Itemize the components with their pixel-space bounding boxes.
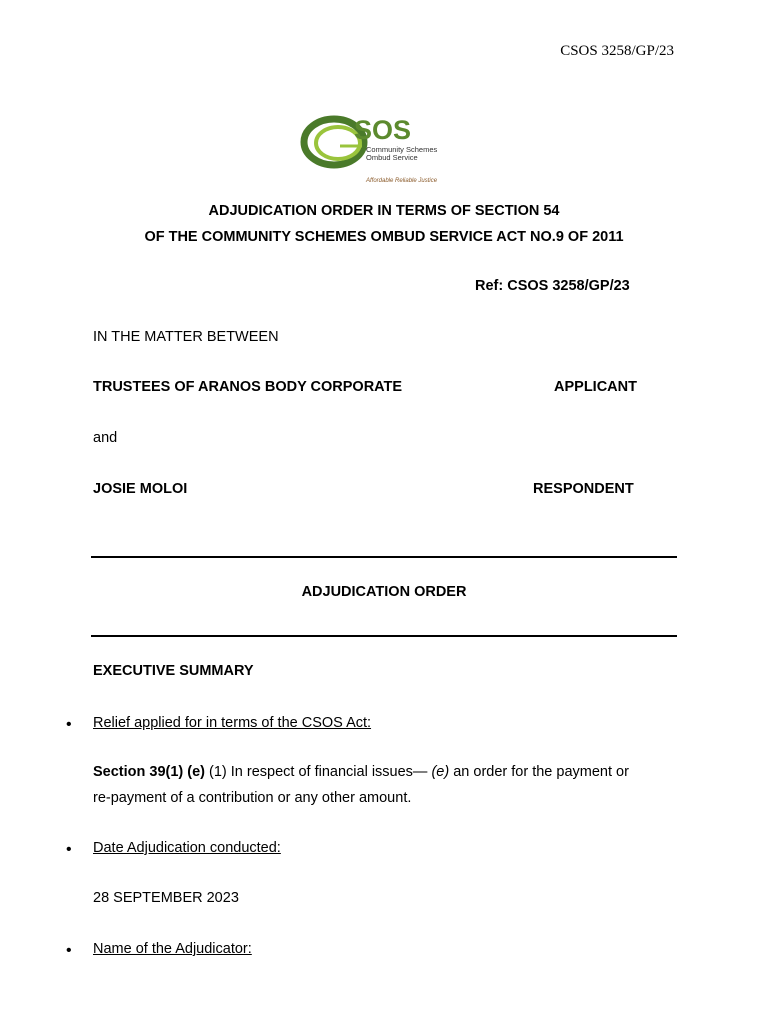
document-title-line2: OF THE COMMUNITY SCHEMES OMBUD SERVICE ACT NO.9 OF 2011: [144, 229, 624, 245]
csos-logo-graphic: [300, 112, 465, 192]
reference-line: Ref: CSOS 3258/GP/23: [475, 278, 630, 294]
adjudicator-label: Name of the Adjudicator:: [93, 941, 252, 957]
and-connector: and: [93, 430, 118, 446]
date-label: Date Adjudication conducted:: [93, 840, 281, 856]
relief-section-line1: [93, 759, 683, 785]
date-value: 28 SEPTEMBER 2023: [93, 890, 239, 906]
respondent-name: JOSIE MOLOI: [93, 481, 188, 497]
section-text-italic: (e): [431, 764, 450, 780]
applicant-role: APPLICANT: [554, 379, 637, 395]
logo-wordmark: SOS: [354, 115, 412, 145]
bullet-relief: •: [66, 716, 72, 733]
relief-section-line2: re-payment of a contribution or any other amount.: [93, 790, 412, 806]
relief-label-part2: the CSOS Act:: [273, 715, 372, 731]
order-heading: ADJUDICATION ORDER: [301, 584, 467, 600]
applicant-name: TRUSTEES OF ARANOS BODY CORPORATE: [93, 379, 403, 395]
respondent-role: RESPONDENT: [533, 481, 634, 497]
document-title-line1: ADJUDICATION ORDER IN TERMS OF SECTION 54: [208, 203, 560, 219]
section-reference: Section 39(1) (e): [93, 764, 205, 780]
header-case-reference: CSOS 3258/GP/23: [560, 43, 674, 59]
csos-logo: [300, 112, 465, 192]
relief-section-paragraph: [93, 759, 683, 811]
logo-line1: Community Schemes: [366, 145, 438, 154]
relief-label-part1: Relief applied for in terms of: [93, 715, 274, 731]
bullet-adjudicator: •: [66, 942, 72, 959]
matter-heading: IN THE MATTER BETWEEN: [93, 329, 279, 345]
logo-tagline: Affordable Reliable Justice: [366, 178, 438, 184]
relief-label: [93, 715, 371, 731]
executive-summary-heading: EXECUTIVE SUMMARY: [93, 663, 254, 679]
divider-bottom: [91, 635, 677, 637]
divider-top: [91, 556, 677, 558]
bullet-date: •: [66, 841, 72, 858]
section-text-b: an order for the payment or: [449, 764, 629, 780]
logo-line2: Ombud Service: [366, 153, 418, 162]
section-text-a: (1) In respect of financial issues—: [205, 764, 432, 780]
